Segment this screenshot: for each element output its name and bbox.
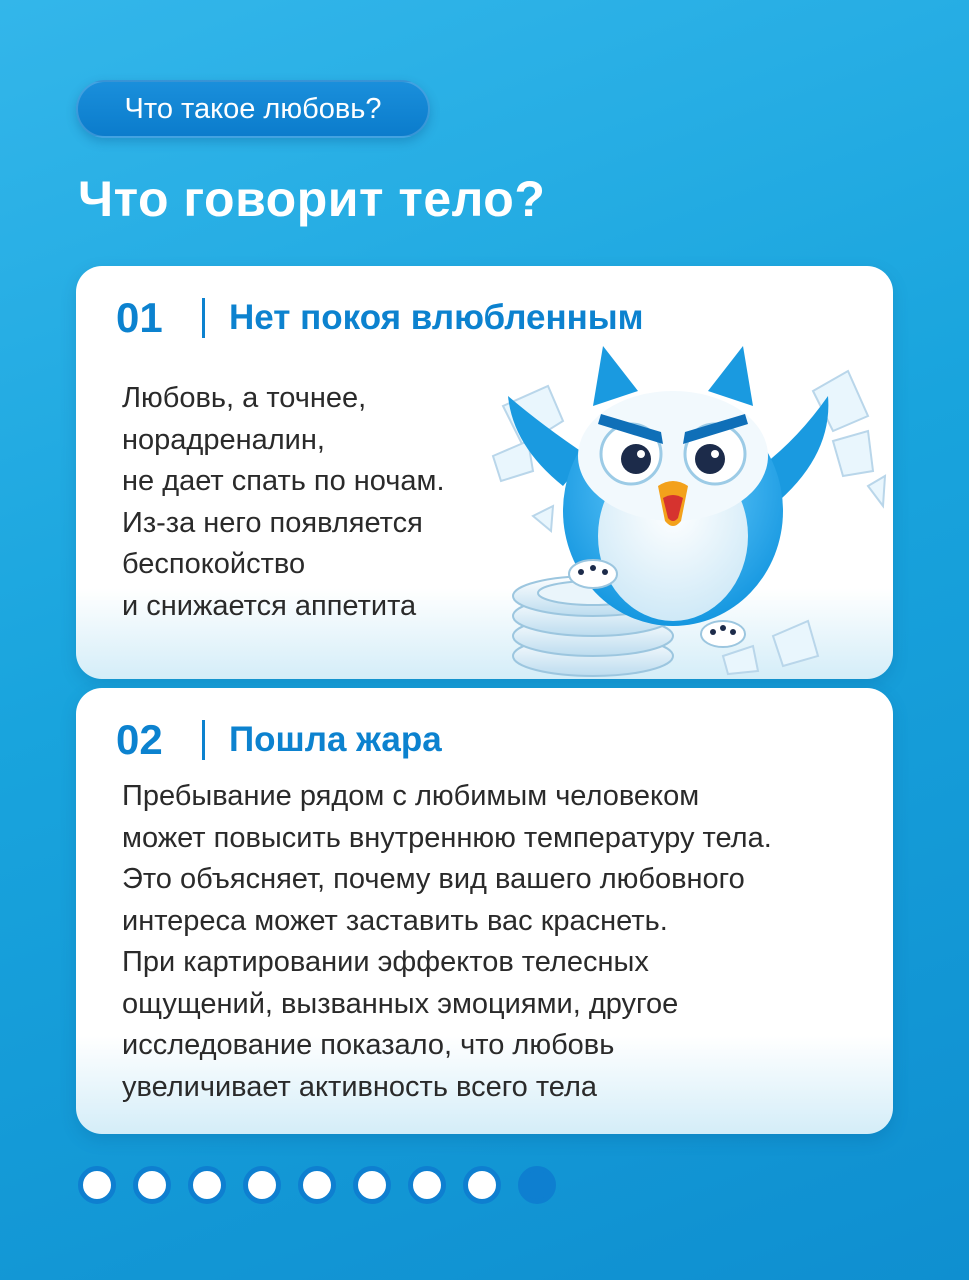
owl-illustration-icon bbox=[473, 336, 893, 679]
pagination-dot-9[interactable] bbox=[518, 1166, 556, 1204]
card-1-body: Любовь, а точнее, норадреналин, не дает спать по ночам. Из-за него появляется беспокойство и снижается аппетита bbox=[122, 382, 445, 622]
card-1-title: Нет покоя влюбленным bbox=[229, 298, 644, 337]
page-title: Что говорит тело? bbox=[78, 171, 546, 227]
card-1-number: 01 bbox=[116, 294, 163, 341]
card-2-header bbox=[116, 716, 442, 764]
card-2-divider bbox=[202, 720, 205, 760]
pagination-dot-8[interactable] bbox=[463, 1166, 501, 1204]
card-1-divider bbox=[202, 298, 205, 338]
card-1-header bbox=[116, 294, 644, 342]
pagination-dot-1[interactable] bbox=[78, 1166, 116, 1204]
topic-pill[interactable]: Что такое любовь? bbox=[76, 80, 430, 138]
card-2-body: Пребывание рядом с любимым человеком может повысить внутреннюю температуру тела. Это объясняет, почему вид вашего любовного интереса может заставить вас краснеть. При картировании эффектов телесных ощущений, вызванных эмоциями, другое исследование показало, что любовь увеличивает активность всего тела bbox=[122, 780, 772, 1103]
pagination-dots bbox=[78, 1166, 556, 1204]
pagination-dot-6[interactable] bbox=[353, 1166, 391, 1204]
card-1 bbox=[76, 266, 893, 679]
pagination-dot-3[interactable] bbox=[188, 1166, 226, 1204]
card-2 bbox=[76, 688, 893, 1134]
card-2-title: Пошла жара bbox=[229, 720, 442, 759]
pagination-dot-4[interactable] bbox=[243, 1166, 281, 1204]
pagination-dot-7[interactable] bbox=[408, 1166, 446, 1204]
pagination-dot-2[interactable] bbox=[133, 1166, 171, 1204]
pagination-dot-5[interactable] bbox=[298, 1166, 336, 1204]
card-2-number: 02 bbox=[116, 716, 163, 763]
